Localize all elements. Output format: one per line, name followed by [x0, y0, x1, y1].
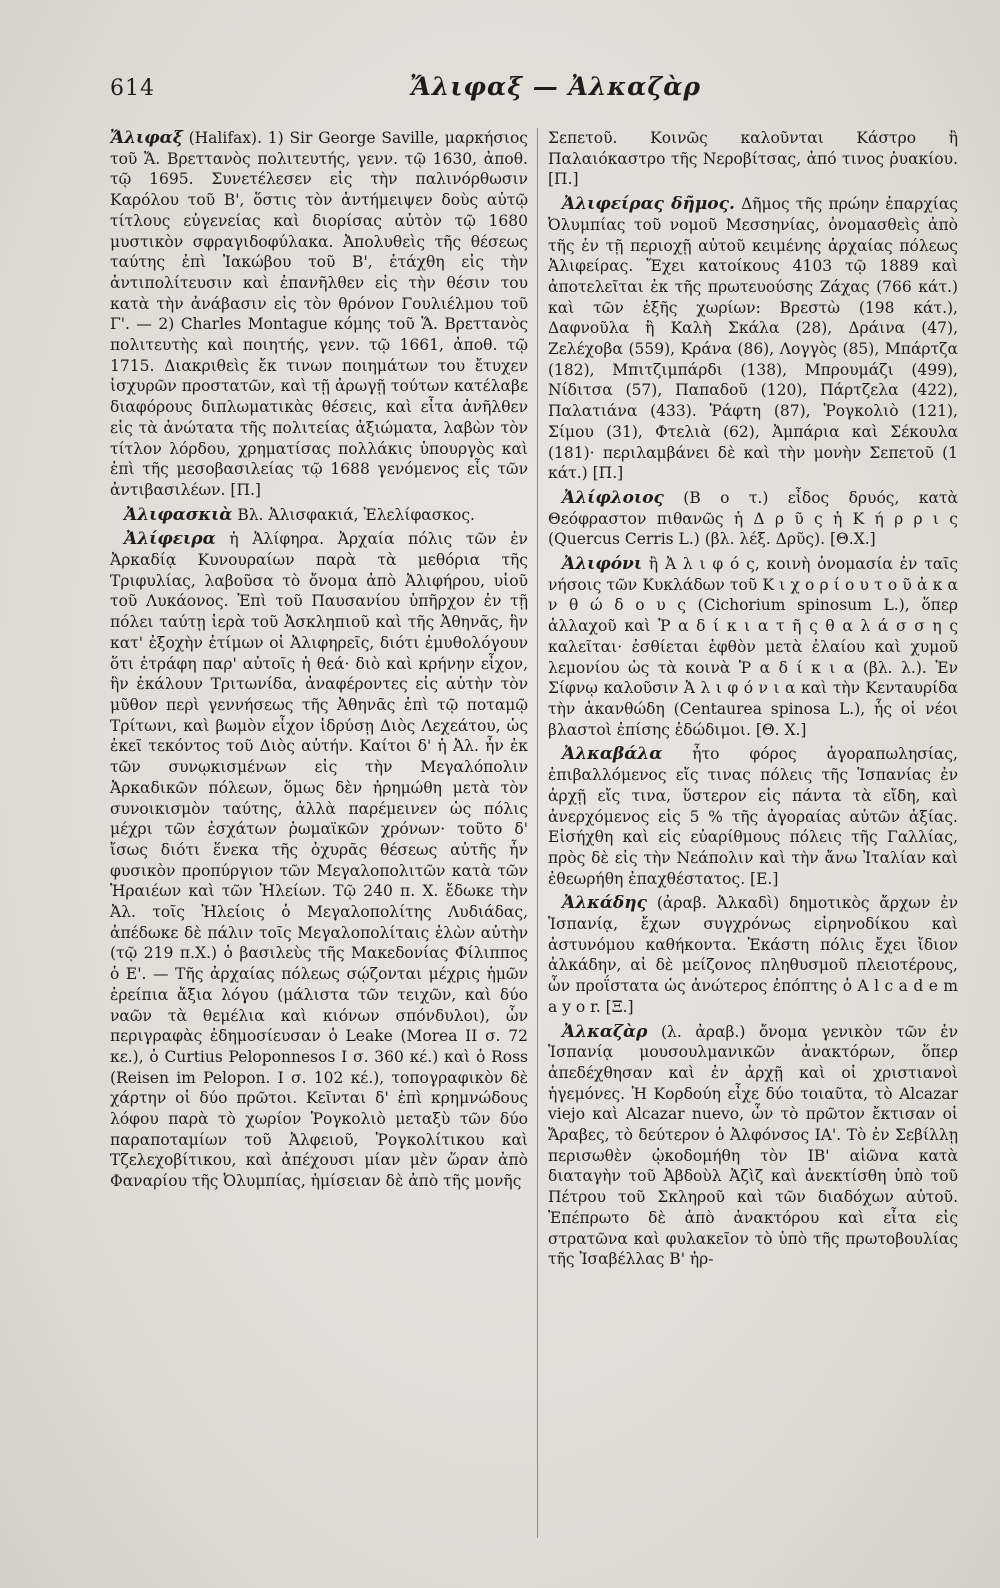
entry-headword: Ἀλκαζὰρ — [562, 1021, 648, 1042]
entry-text: ἡ Ἀλίφηρα. Ἀρχαία πόλις τῶν ἐν Ἀρκαδίᾳ Κυνουραίων παρὰ τὰ μεθόρια τῆς Τριφυλίας, λαβοῦσα τὸ ὄνομα ἀπὸ Ἀλιφήρου, υἱοῦ τοῦ Λυκάονος. Ἐπὶ τοῦ Παυσανίου ὑπῆρχον ἐν τῇ πόλει ταύτῃ ἱερὰ τοῦ Ἀσκληπιοῦ καὶ τῆς Ἀθηνᾶς, ἣν κατ' ἐξοχὴν ἐτίμων οἱ Ἀλιφηρεῖς, διότι ἐμυθολόγουν ὅτι ἐτράφη παρ' αὐτοῖς ἡ θεά· διὸ καὶ κρήνην εἶχον, ἣν ἐκάλουν Τριτωνίδα, ἀναφέροντες εἰς αὐτὴν τὸν μῦθον περὶ γεννήσεως τῆς Ἀθηνᾶς ἐπὶ τῷ ποταμῷ Τρίτωνι, καὶ βωμὸν εἶχον ἱδρύσῃ Διὸς Λεχεάτου, ὡς ἐκεῖ τεκόντος τοῦ Διὸς αὐτήν. Καίτοι δ' ἡ Ἀλ. ἦν ἐκ τῶν συνῳκισμένων εἰς τὴν Μεγαλόπολιν Ἀρκαδικῶν πόλεων, ὅμως δὲν ἠρημώθη μετὰ τὸν συνοικισμὸν ταύτης, ἀλλὰ παρέμεινεν ὡς πόλις μέχρι τῶν ἐσχάτων ῥωμαϊκῶν χρόνων· τοῦτο δ' ἴσως διότι ἕνεκα τῆς ὀχυρᾶς θέσεως αὐτῆς ἦν φυσικὸν προπύργιον τῶν Μεγαλοπολιτῶν κατὰ τῶν Ἡραιέων καὶ τῶν Ἠλείων. Τῷ 240 π. Χ. ἔδωκε τὴν Ἀλ. τοῖς Ἠλείοις ὁ Μεγαλοπολίτης Λυδιάδας, ἀπέδωκε δὲ πάλιν τοῖς Μεγαλοπολίταις ἑλὼν αὐτὴν (τῷ 219 π.Χ.) ὁ βασιλεὺς τῆς Μακεδονίας Φίλιππος ὁ Ε'. — Τῆς ἀρχαίας πόλεως σῴζονται μέχρις ἡμῶν ἐρείπια ἄξια λόγου (μάλιστα τῶν τειχῶν, καὶ δύο ναῶν τὰ θεμέλια καὶ κιόνων σπόνδυλοι), ὧν περιγραφὰς ἐδημοσίευσαν ὁ Leake (Morea II σ. 72 κε.), ὁ Curtius Peloponnesos I σ. 360 κέ.) καὶ ὁ Ross (Reisen im Pelopon. I σ. 102 κέ.), τοπογραφικὸν δὲ χάρτην οἱ δύο πρῶτοι. Κεῖνται δ' ἐπὶ κρημνώδους λόφου παρὰ τὸ χωρίον Ῥογκολιὸ μεταξὺ τῶν δύο παραποταμίων τοῦ Ἀλφειοῦ, Ῥογκολίτικου καὶ Τζελεχοβίτικου, καὶ ἀπέχουσι μίαν μὲν ὥραν ἀπὸ Φαναρίου τῆς Ὀλυμπίας, ἡμίσειαν δὲ ἀπὸ τῆς μονῆς — [110, 530, 528, 1191]
entry — [110, 505, 528, 526]
entry-text: Σεπετοῦ. Κοινῶς καλοῦνται Κάστρο ἢ Παλαιόκαστρο τῆς Νεροβίτσας, ἀπό τινος ῥυακίου. [Π.] — [548, 129, 958, 189]
page-number: 614 — [110, 76, 155, 101]
page-header — [110, 70, 960, 110]
entry — [110, 128, 528, 501]
entry-text: (ἀραβ. Ἀλκαδὶ) δημοτικὸς ἄρχων ἐν Ἱσπανίᾳ, ἔχων συγχρόνως εἰρηνοδίκου καὶ ἀστυνόμου καθήκοντα. Ἑκάστη πόλις ἔχει ἴδιον ἀλκάδην, αἱ δὲ μείζονος πληθυσμοῦ πλειοτέρους, ὧν προΐστατα ὡς ἀνώτερος ἐπόπτης ὁ A l c a d e m a y o r. [Ξ.] — [548, 894, 958, 1016]
entry-headword: Ἀλκαβάλα — [562, 744, 663, 765]
entry-text: (λ. ἀραβ.) ὄνομα γενικὸν τῶν ἐν Ἱσπανίᾳ μουσουλμανικῶν ἀνακτόρων, ὅπερ ἀπεδέχθησαν καὶ ἐν ἀρχῇ καὶ οἱ χριστιανοὶ ἡγεμόνες. Ἡ Κορδούη εἶχε δύο τοιαῦτα, τὸ Alcazar viejo καὶ Alcazar nuevo, ὧν τὸ πρῶτον ἔκτισαν οἱ Ἄραβες, τὸ δεύτερον ὁ Ἀλφόνσος ΙΑ'. Τὸ ἐν Σεβίλλῃ περισωθὲν ᾠκοδομήθη τὸν ΙΒ' αἰῶνα κατὰ διαταγὴν τοῦ Ἀβδοὺλ Ἀζὶζ καὶ ἀνεκτίσθη ὑπὸ τοῦ Πέτρου τοῦ Σκληροῦ καὶ τῶν διαδόχων αὐτοῦ. Ἐπέπρωτο δὲ ἀπὸ ἀνακτόρου καὶ εἶτα εἰς στρατῶνα καὶ φυλακεῖον τὸ ὑπὸ τῆς πρωτοβουλίας τῆς Ἰσαβέλλας Β' ἠρ- — [548, 1022, 958, 1269]
entry-headword: Ἀλιφασκιὰ — [124, 504, 233, 525]
entry-headword: Ἀλιφόνι — [562, 554, 643, 575]
entry-text: Βλ. Ἀλισφακιά, Ἐλελίφασκος. — [237, 505, 475, 524]
entry — [110, 529, 528, 1192]
entry-text: (Halifax). 1) Sir George Saville, μαρκήσιος τοῦ Ἄ. Βρεττανὸς πολιτευτής, γενν. τῷ 1630, ἀποθ. τῷ 1695. Συνετέλεσεν εἰς τὴν παλινόρθωσιν Καρόλου τοῦ Β', ὅστις τὸν ἀντήμειψεν δοὺς αὐτῷ τίτλους εὐγενείας καὶ διορίσας αὐτὸν τῷ 1680 μυστικὸν σφραγιδοφύλακα. Ἀπολυθεὶς τῆς θέσεως ταύτης ἐπὶ Ἰακώβου τοῦ Β', ἐτάχθη εἰς τὴν ἀντιπολίτευσιν καὶ ἐπανῆλθεν εἰς τὴν θέσιν του κατὰ τὴν ἀνάβασιν εἰς τὸν θρόνον Γουλιέλμου τοῦ Γ'. — 2) Charles Montague κόμης τοῦ Ἅ. Βρεττανὸς πολιτευτὴς καὶ ποιητής, γενν. τῷ 1661, ἀποθ. τῷ 1715. Διακριθεὶς ἔκ τινων ποιημάτων του ἔτυχεν ἰσχυρῶν προστατῶν, καὶ τῇ ἀρωγῇ τούτων κατέλαβε διαφόρους διπλωματικὰς θέσεις, καὶ εἶτα ἀνῆλθεν εἰς τὰ ἀνώτατα τῆς πολιτείας ἀξιώματα, λαβὼν τὸν τίτλον λόρδου, χρηματίσας πολλάκις ὑπουργὸς καὶ ἐπὶ τῆς μεσοβασιλείας τῷ 1688 γενόμενος εἷς τῶν ἀντιβασιλέων. [Π.] — [110, 129, 528, 499]
entry-text: Δῆμος τῆς πρώην ἐπαρχίας Ὀλυμπίας τοῦ νομοῦ Μεσσηνίας, ὀνομασθεὶς ἀπὸ τῆς ἐν τῇ περιοχῇ αὐτοῦ κειμένης ἀρχαίας πόλεως Ἀλιφείρας. Ἔχει κατοίκους 4103 τῷ 1889 καὶ ἀποτελεῖται ἐκ τῆς πρωτευούσης Ζάχας (766 κάτ.) καὶ τῶν ἑξῆς χωρίων: Βρεστὼ (198 κάτ.), Δαφνοῦλα ἢ Καλὴ Σκάλα (28), Δράινα (47), Ζελέχοβα (559), Κράνα (86), Λογγὸς (85), Μπάρτζα (182), Μπιτζιμπάρδι (138), Μπρουμάζι (499), Νίδιτσα (57), Παπαδοῦ (120), Πάρτζελα (422), Παλατιάνα (433). Ῥάφτη (87), Ῥογκολιὸ (121), Σίμου (31), Φτελιὰ (62), Ἀμπάρια καὶ Σέκουλα (181)· περιλαμβάνει δὲ καὶ τὴν μονὴν Σεπετοῦ (1 κάτ.) [Π.] — [548, 195, 958, 483]
right-column — [548, 128, 958, 1274]
column-divider — [537, 128, 538, 1538]
entry-headword: Ἀλίφειρα — [124, 529, 216, 550]
entry-headword: Ἀλκάδης — [562, 893, 647, 914]
entry-text: ἦτο φόρος ἀγοραπωλησίας, ἐπιβαλλόμενος εἴς τινας πόλεις τῆς Ἱσπανίας ἐν ἀρχῇ εἴς τινα, ὕστερον εἰς πάντα τὰ εἴδη, καὶ ἀνερχόμενος εἰς 5 % τῆς ἀγοραίας αὐτῶν ἀξίας. Εἰσήχθη καὶ εἰς εὐαρίθμους πόλεις τῆς Γαλλίας, πρὸς δὲ εἰς τὴν Νεάπολιν καὶ τὴν ἄνω Ἰταλίαν καὶ ἐθεωρήθη ἐπαχθέστατος. [Ε.] — [548, 745, 958, 888]
entry — [548, 194, 958, 484]
left-column — [110, 128, 528, 1196]
entry-text: (Β ο τ.) εἶδος δρυός, κατὰ Θεόφραστον πιθανῶς ἡ Δ ρ ῦ ς ἡ Κ ή ρ ρ ι ς (Quercus Cerris L.) (βλ. λέξ. Δρῦς). [Θ.Χ.] — [548, 488, 958, 549]
entry — [548, 1022, 958, 1270]
entry-headword: Ἀλίφλοιος — [562, 487, 664, 508]
entry-headword: Ἄλιφαξ — [110, 128, 183, 148]
running-head: Ἄλιφαξ — Ἀλκαζὰρ — [410, 72, 702, 101]
entry-continuation — [548, 128, 958, 190]
entry — [548, 893, 958, 1017]
entry-headword: Ἀλιφείρας δῆμος. — [562, 194, 735, 215]
entry — [548, 744, 958, 889]
entry — [548, 554, 958, 740]
entry — [548, 488, 958, 550]
entry-text: ἢ Ἀ λ ι φ ό ς, κοινὴ ὀνομασία ἐν ταῖς νήσοις τῶν Κυκλάδων τοῦ Κ ι χ ο ρ ί ο υ τ ο ῦ ἀ κ α ν θ ώ δ ο υ ς (Cichorium spinosum L.), ὅπερ ἀλλαχοῦ καὶ Ῥ α δ ί κ ι α τ ῆ ς θ α λ ά σ σ η ς καλεῖται· ἐσθίεται ἑφθὸν μετὰ ἐλαίου καὶ χυμοῦ λεμονίου ὡς τὰ κοινὰ Ῥ α δ ί κ ι α (βλ. λ.). Ἐν Σίφνῳ καλοῦσιν Ἀ λ ι φ ό ν ι α καὶ τὴν Κενταυρίδα τὴν ἀκανθώδη (Centaurea spinosa L.), ἧς οἱ νέοι βλαστοὶ ἐπίσης ἐδώδιμοι. [Θ. Χ.] — [548, 555, 958, 739]
